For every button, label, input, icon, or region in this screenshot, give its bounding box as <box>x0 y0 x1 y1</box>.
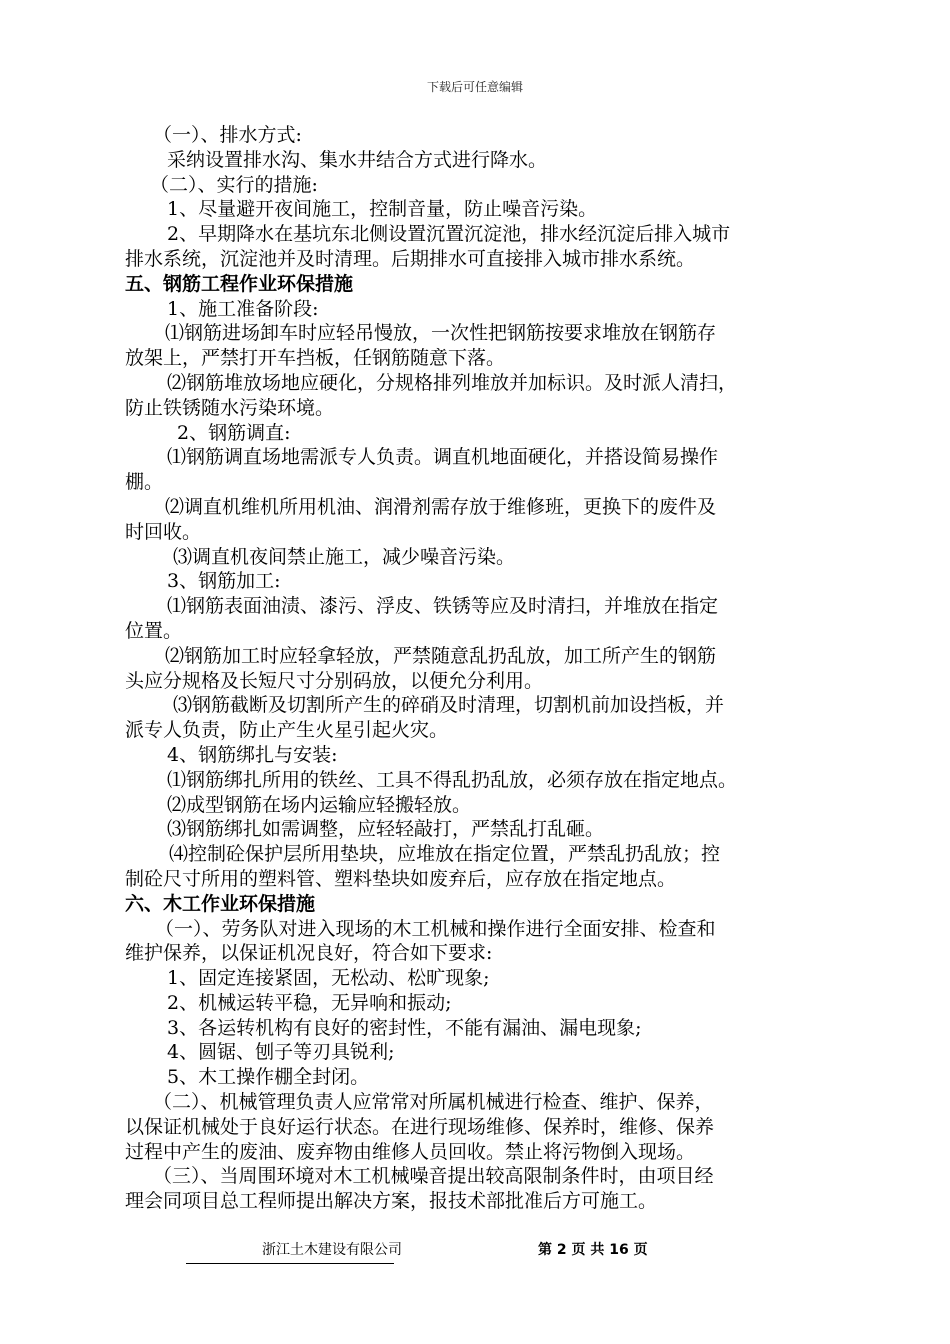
text-line: ⑴钢筋调直场地需派专人负责。调直机地面硬化，并搭设简易操作 <box>167 446 719 469</box>
text-line: 派专人负责，防止产生火星引起火灾。 <box>125 719 449 742</box>
text-line: 3、钢筋加工: <box>167 570 281 593</box>
text-line: 采纳设置排水沟、集水井结合方式进行降水。 <box>167 148 548 171</box>
text-line: ⑵成型钢筋在场内运输应轻搬轻放。 <box>167 793 472 816</box>
text-line: 1、固定连接紧固，无松动、松旷现象; <box>167 967 490 990</box>
text-line: （一）、劳务队对进入现场的木工机械和操作进行全面安排、检查和 <box>155 917 716 940</box>
section-heading: 六、木工作业环保措施 <box>125 892 316 915</box>
text-line: 防止铁锈随水污染环境。 <box>125 396 335 419</box>
footer-company-name: 浙江土木建设有限公司 <box>262 1242 402 1258</box>
text-line: ⑵钢筋加工时应轻拿轻放，严禁随意乱扔乱放，加工所产生的钢筋 <box>165 644 717 667</box>
text-line: 4、钢筋绑扎与安装: <box>167 743 338 766</box>
text-line: 2、早期降水在基坑东北侧设置沉置沉淀池，排水经沉淀后排入城市 <box>167 223 731 246</box>
text-line: ⑴钢筋进场卸车时应轻吊慢放，一次性把钢筋按要求堆放在钢筋存 <box>165 322 717 345</box>
text-line: 1、尽量避开夜间施工，控制音量，防止噪音污染。 <box>167 198 598 221</box>
text-line: ⑶钢筋绑扎如需调整，应轻轻敲打，严禁乱打乱砸。 <box>167 818 605 841</box>
text-line: 3、各运转机构有良好的密封性，不能有漏油、漏电现象; <box>167 1016 642 1039</box>
page-footer <box>0 1239 950 1269</box>
text-line: ⑶调直机夜间禁止施工，减少噪音污染。 <box>173 545 516 568</box>
text-line: ⑵钢筋堆放场地应硬化，分规格排列堆放并加标识。及时派人清扫， <box>167 371 738 394</box>
text-line: 1、施工准备阶段: <box>167 297 319 320</box>
text-line: ⑵调直机维机所用机油、润滑剂需存放于维修班，更换下的废件及 <box>165 495 717 518</box>
text-line: 理会同项目总工程师提出解决方案，报技术部批准后方可施工。 <box>125 1190 658 1213</box>
text-line: 2、钢筋调直: <box>177 421 291 444</box>
text-line: （一）、排水方式: <box>153 124 302 146</box>
text-line: ⑴钢筋表面油渍、漆污、浮皮、铁锈等应及时清扫，并堆放在指定 <box>167 595 719 618</box>
text-line: ⑷控制砼保护层所用垫块，应堆放在指定位置，严禁乱扔乱放；控 <box>169 843 721 866</box>
text-line: 头应分规格及长短尺寸分别码放，以便允分利用。 <box>125 669 544 692</box>
text-line: 时回收。 <box>125 520 202 543</box>
text-line: 2、机械运转平稳，无异响和振动; <box>167 991 452 1014</box>
text-line: 位置。 <box>125 619 183 642</box>
text-line: 以保证机械处于良好运行状态。在进行现场维修、保养时，维修、保养 <box>125 1115 715 1138</box>
page-header-note: 下载后可任意编辑 <box>426 80 523 94</box>
text-line: ⑶钢筋截断及切割所产生的碎硝及时清理，切割机前加设挡板，并 <box>173 694 725 717</box>
document-body <box>125 123 840 1214</box>
text-line: 维护保养，以保证机况良好，符合如下要求: <box>125 942 493 965</box>
text-line: 过程中产生的废油、废弃物由维修人员回收。禁止将污物倒入现场。 <box>125 1140 696 1163</box>
footer-underline <box>186 1263 394 1264</box>
section-heading: 五、钢筋工程作业环保措施 <box>125 272 354 295</box>
text-line: ⑴钢筋绑扎所用的铁丝、工具不得乱扔乱放，必须存放在指定地点。 <box>167 768 738 791</box>
text-line: 制砼尺寸所用的塑料管、塑料垫块如废弃后，应存放在指定地点。 <box>125 867 677 890</box>
text-line: （二）、机械管理负责人应常常对所属机械进行检查、维护、保养， <box>153 1091 714 1114</box>
text-line: 5、木工操作棚全封闭。 <box>167 1066 370 1089</box>
text-line: 棚。 <box>125 471 164 494</box>
footer-page-number: 第 2 页 共 16 页 <box>538 1242 648 1258</box>
text-line: （二）、实行的措施: <box>150 173 318 196</box>
text-line: （三）、当周围环境对木工机械噪音提出较高限制条件时，由项目经 <box>153 1165 714 1188</box>
text-line: 排水系统，沉淀池并及时清理。后期排水可直接排入城市排水系统。 <box>125 247 696 270</box>
text-line: 4、圆锯、刨子等刃具锐利; <box>167 1041 395 1064</box>
text-line: 放架上，严禁打开车挡板，任钢筋随意下落。 <box>125 347 506 370</box>
